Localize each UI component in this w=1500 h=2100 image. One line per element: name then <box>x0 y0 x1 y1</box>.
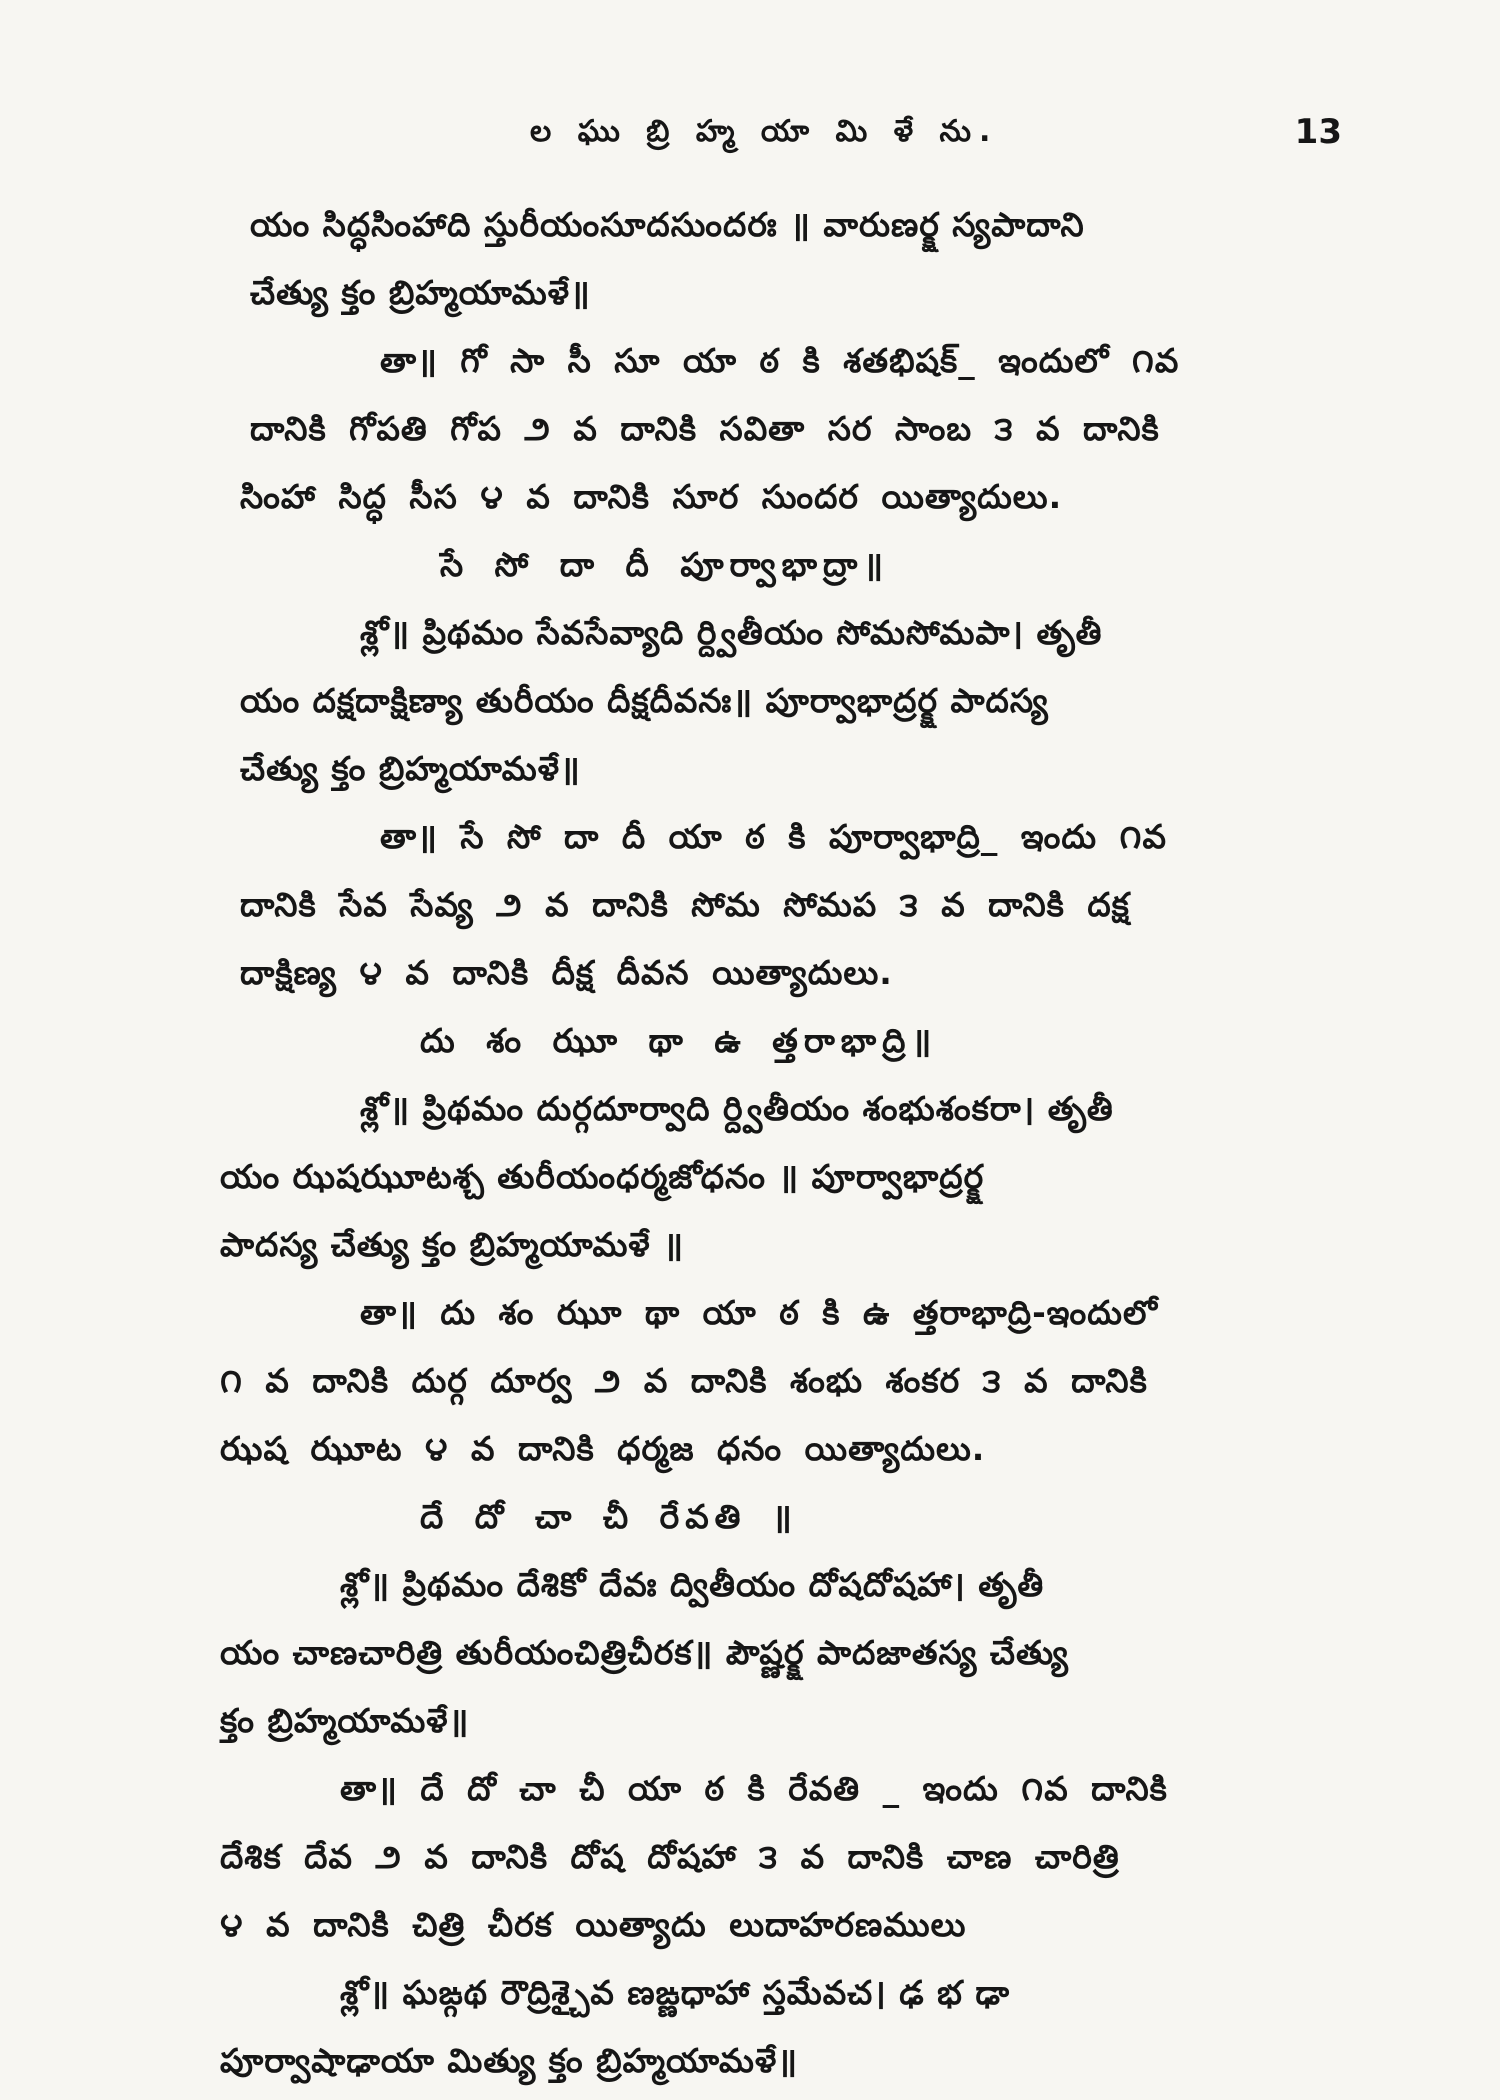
text-line: చేత్యు క్తం బ్రిహ్మయామళే॥ <box>250 273 591 312</box>
body-text <box>220 196 1340 2100</box>
text-line: చేత్యు క్తం బ్రిహ్మయామళే॥ <box>240 749 581 788</box>
text-line: ౧ వ దానికి దుర్గ దూర్వ ౨ వ దానికి శంభు శంకర ౩ వ దానికి <box>220 1361 1148 1400</box>
page-number: 13 <box>1294 112 1342 152</box>
text-line: పూర్వాషాఢాయా మిత్యు క్తం బ్రిహ్మయామళే॥ <box>220 2041 799 2080</box>
text-line: యం ఝషఝూటశ్చ తురీయంధర్మజోధనం ॥ పూర్వాభాద్రర్క్ష <box>220 1157 985 1196</box>
text-line: క్తం బ్రిహ్మయామళే॥ <box>220 1701 470 1740</box>
text-line: తా॥ సే సో దా దీ యా ఠ కి పూర్వాభాద్రి_ ఇందు ౧వ <box>380 817 1167 856</box>
text-line: తా॥ దు శం ఝూ థా యా ఠ కి ఉ త్తరాభాద్రి-ఇందులో <box>360 1293 1158 1332</box>
text-line: ౪ వ దానికి చిత్రి చీరక యిత్యాదు లుదాహరణములు <box>220 1905 967 1944</box>
text-line: శ్లో॥ ఘఙ్గథ రౌద్రిశ్చైవ ణఙ్ణధాహా స్తమేవచ। ఢ భ ఢా <box>340 1973 1011 2012</box>
text-line: శ్లో॥ ప్రిథమం సేవసేవ్యాది ర్ద్వితీయం సోమసోమపా। తృతీ <box>360 613 1103 652</box>
text-line: దు శం ఝూ థా ఉ త్తరాభాద్రి॥ <box>420 1021 938 1060</box>
running-header <box>0 104 1500 164</box>
text-line: సే సో దా దీ పూర్వాభాద్రా॥ <box>440 545 890 584</box>
text-line: దానికి గోపతి గోప ౨ వ దానికి సవితా సర సాంబ ౩ వ దానికి <box>250 409 1160 448</box>
text-line: దేశిక దేవ ౨ వ దానికి దోష దోషహా ౩ వ దానికి చాణ చారిత్రి <box>220 1837 1120 1876</box>
text-line: పాదస్య చేత్యు క్తం బ్రిహ్మయామళే ॥ <box>220 1225 684 1264</box>
text-line: యం సిద్ధసింహాది స్తురీయంసూదసుందరః ॥ వారుణర్క్ష స్యపాదాని <box>250 205 1085 244</box>
text-line: యం దక్షదాక్షిణ్యా తురీయం దీక్షదీవనః॥ పూర్వాభాద్రర్క్ష పాదస్య <box>240 681 1049 720</box>
text-line: దే దో చా చీ రేవతి ॥ <box>420 1497 798 1536</box>
text-line: శ్లో॥ ప్రిథమం దుర్గదూర్వాది ర్ద్వితీయం శంభుశంకరా। తృతీ <box>360 1089 1114 1128</box>
text-line: సింహా సిద్ధ సీస ౪ వ దానికి సూర సుందర యిత్యాదులు. <box>240 477 1063 516</box>
running-title: ల ఘు బ్రి హ్మ యా మి ళే ను. <box>530 114 999 149</box>
text-line: యం చాణచారిత్రి తురీయంచిత్రిచీరక॥ పౌష్ణర్క్ష పాదజాతస్య చేత్యు <box>220 1633 1069 1672</box>
text-line: దానికి సేవ సేవ్య ౨ వ దానికి సోమ సోమప ౩ వ దానికి దక్ష <box>240 885 1130 924</box>
text-line: తా॥ గో సా సీ సూ యా ఠ కి శతభిషక్_ ఇందులో ౧వ <box>380 341 1180 380</box>
text-line: శ్లో॥ ప్రిథమం దేశికో దేవః ద్వితీయం దోషదోషహా। తృతీ <box>340 1565 1045 1604</box>
text-line: దాక్షిణ్య ౪ వ దానికి దీక్ష దీవన యిత్యాదులు. <box>240 953 893 992</box>
text-line: ఝష ఝూట ౪ వ దానికి ధర్మజ ధనం యిత్యాదులు. <box>220 1429 986 1468</box>
text-line: తా॥ దే దో చా చీ యా ఠ కి రేవతి _ ఇందు ౧వ దానికి <box>340 1769 1168 1808</box>
